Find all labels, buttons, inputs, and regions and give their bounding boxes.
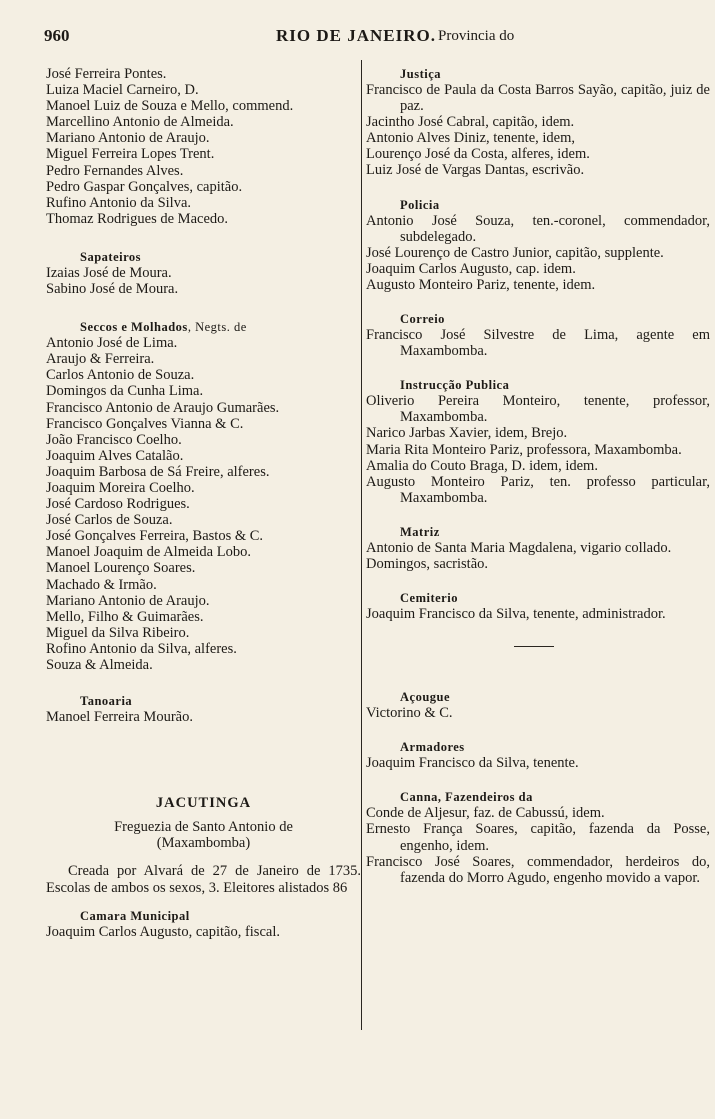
section-heading: Açougue <box>400 690 451 705</box>
page-number: 960 <box>44 26 70 45</box>
list-item: Antonio Alves Diniz, tenente, idem, <box>366 130 576 147</box>
section-heading: Justiça <box>400 67 441 81</box>
list-item: Carlos Antonio de Souza. <box>46 367 195 384</box>
list-item: Mello, Filho & Guimarães. <box>46 608 204 625</box>
section-heading: Policia <box>400 197 440 212</box>
section-heading: Camara Municipal <box>80 908 190 923</box>
section-heading-main: Seccos e Molhados <box>80 320 188 335</box>
list-item: Luiza Maciel Carneiro, D. <box>46 82 199 99</box>
list-item: Amalia do Couto Braga, D. idem, idem. <box>366 457 598 474</box>
list-item: Marcellino Antonio de Almeida. <box>46 114 234 131</box>
list-item: Domingos, sacristão. <box>366 555 489 572</box>
jacutinga-paragraph: Creada por Alvará de 27 de Janeiro de 1735. Escolas de ambos os sexos, 3. Eleitores alistados 86 <box>46 863 361 896</box>
list-item: Pedro Gaspar Gonçalves, capitão. <box>46 178 243 195</box>
list-item: José Carlos de Souza. <box>46 512 173 529</box>
list-item: Mariano Antonio de Araujo. <box>46 130 210 147</box>
list-item: Domingos da Cunha Lima. <box>46 383 204 400</box>
list-item: Rufino Antonio da Silva. <box>46 194 191 211</box>
section-sapateiros <box>46 249 361 297</box>
list-item: Joaquim Alves Catalão. <box>46 447 184 464</box>
page-subtitle: Provincia do <box>438 28 515 44</box>
page-header <box>40 26 700 46</box>
list-item: José Gonçalves Ferreira, Bastos & C. <box>46 528 264 545</box>
list-item: Jacintho José Cabral, capitão, idem. <box>366 114 575 131</box>
section-heading: Canna, Fazendeiros da <box>400 790 533 805</box>
list-item: Joaquim Carlos Augusto, capitão, fiscal. <box>46 923 280 940</box>
list-item: Victorino & C. <box>366 705 453 722</box>
section-heading: Armadores <box>400 740 465 755</box>
list-item: Rofino Antonio da Silva, alferes. <box>46 640 237 657</box>
list-item: Lourenço José da Costa, alferes, idem. <box>366 146 590 163</box>
section-acougue <box>366 689 710 721</box>
list-item: Machado & Irmão. <box>46 576 157 593</box>
list-item: Thomaz Rodrigues de Macedo. <box>46 210 229 227</box>
list-item: José Lourenço de Castro Junior, capitão, supplente. <box>366 244 664 261</box>
list-item: Miguel Ferreira Lopes Trent. <box>46 146 215 163</box>
section-heading: Correio <box>400 312 445 327</box>
names-list <box>46 66 361 227</box>
list-item: Francisco José Silvestre de Lima, agente em Maxambomba. <box>366 327 710 360</box>
section-cemiterio <box>366 590 710 622</box>
list-item: Francisco Antonio de Araujo Gumarães. <box>46 399 280 416</box>
page-title: RIO DE JANEIRO. <box>276 26 436 45</box>
section-tanoaria <box>46 693 361 725</box>
list-item: Francisco de Paula da Costa Barros Sayão, capitão, juiz de paz. <box>366 82 710 115</box>
list-item: José Ferreira Pontes. <box>46 66 167 82</box>
left-column <box>46 66 361 940</box>
list-item: Antonio de Santa Maria Magdalena, vigario collado. <box>366 539 672 556</box>
section-heading-rest: , Negts. de <box>187 320 247 335</box>
section-heading: Cemiterio <box>400 591 458 606</box>
list-item: Francisco José Soares, commendador, herdeiros do, fazenda do Morro Agudo, engenho movido a vapor. <box>366 853 710 886</box>
list-item: Luiz José de Vargas Dantas, escrivão. <box>366 162 585 179</box>
list-item: Manoel Ferreira Mourão. <box>46 709 193 726</box>
list-item: Miguel da Silva Ribeiro. <box>46 624 190 641</box>
list-item: Mariano Antonio de Araujo. <box>46 592 210 609</box>
list-item: Narico Jarbas Xavier, idem, Brejo. <box>366 425 568 442</box>
section-policia <box>366 197 710 293</box>
list-item: João Francisco Coelho. <box>46 431 182 448</box>
list-item: Manoel Luiz de Souza e Mello, commend. <box>46 98 294 115</box>
list-item: Manoel Joaquim de Almeida Lobo. <box>46 544 251 561</box>
list-item: Joaquim Francisco da Silva, tenente. <box>366 755 579 772</box>
list-item: Augusto Monteiro Pariz, tenente, idem. <box>366 276 596 293</box>
column-divider <box>361 60 362 1030</box>
list-item: Francisco Gonçalves Vianna & C. <box>46 415 244 432</box>
section-heading <box>46 319 361 335</box>
section-separator <box>514 646 554 647</box>
list-item: Joaquim Carlos Augusto, cap. idem. <box>366 260 576 277</box>
section-justica <box>366 66 710 179</box>
list-item: Joaquim Francisco da Silva, tenente, administrador. <box>366 606 666 623</box>
section-armadores <box>366 739 710 771</box>
section-heading: Matriz <box>400 524 440 539</box>
section-heading: Sapateiros <box>80 249 142 264</box>
jacutinga-line1: Freguezia de Santo Antonio de <box>114 819 293 836</box>
jacutinga-heading: JACUTINGA <box>155 795 252 812</box>
list-item: Manoel Lourenço Soares. <box>46 560 196 577</box>
list-item: José Cardoso Rodrigues. <box>46 496 190 513</box>
list-item: Antonio José de Lima. <box>46 335 178 352</box>
list-item: Izaias José de Moura. <box>46 264 172 281</box>
list-item: Conde de Aljesur, faz. de Cabussú, idem. <box>366 805 605 822</box>
section-canna <box>366 789 710 885</box>
section-seccos <box>46 319 361 673</box>
list-item: Joaquim Moreira Coelho. <box>46 479 195 496</box>
section-camara <box>46 908 361 940</box>
jacutinga-line2: (Maxambomba) <box>156 835 251 852</box>
list-item: Sabino José de Moura. <box>46 281 179 298</box>
list-item: Joaquim Barbosa de Sá Freire, alferes. <box>46 463 270 480</box>
right-column <box>366 66 710 886</box>
section-matriz <box>366 524 710 572</box>
list-item: Souza & Almeida. <box>46 657 153 673</box>
section-correio <box>366 311 710 359</box>
list-item: Augusto Monteiro Pariz, ten. professo particular, Maxambomba. <box>366 473 710 506</box>
list-item: Oliverio Pereira Monteiro, tenente, professor, Maxambomba. <box>366 393 710 426</box>
list-item: Maria Rita Monteiro Pariz, professora, Maxambomba. <box>366 441 682 458</box>
section-instrucao <box>366 377 710 506</box>
list-item: Antonio José Souza, ten.-coronel, commendador, subdelegado. <box>366 212 710 245</box>
section-heading: Tanoaria <box>80 694 133 709</box>
list-item: Araujo & Ferreira. <box>46 351 155 368</box>
section-heading: Instrucção Publica <box>400 378 510 393</box>
list-item: Pedro Fernandes Alves. <box>46 162 184 179</box>
list-item: Ernesto França Soares, capitão, fazenda da Posse, engenho, idem. <box>366 821 710 854</box>
